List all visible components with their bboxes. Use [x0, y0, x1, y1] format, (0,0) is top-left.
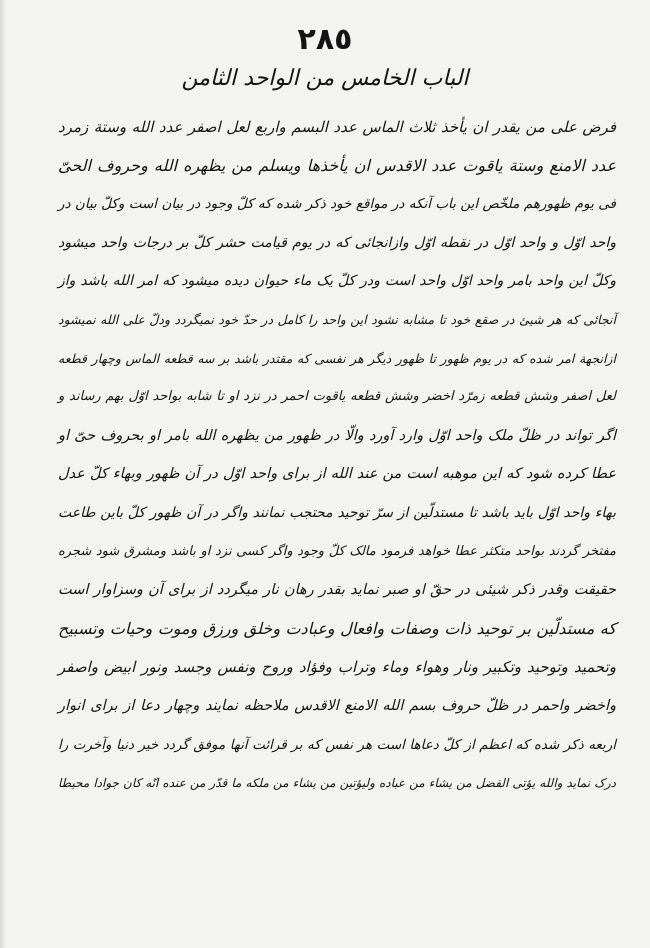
- text-line: درک نماید والله یؤتی الفضل من یشاء من عباده ولیؤتین من یشاء من ملکه ما قدّر من عنده انّه کان جوادا محیطا: [58, 776, 616, 791]
- text-line: وتحمید وتوحید وتکبیر ونار وهواء وماء وتراب وفؤاد وروح ونفس وجسد ونور ابیض واصفر: [58, 658, 616, 677]
- text-line: حقیقت وقدر ذکر شیئی در حقّ او صبر نماید بقدر رهان نار میگردد از برای آن وسزاوار است: [58, 582, 616, 599]
- text-line: اربعه ذکر شده که اعظم از کلّ دعاها است هر نفس که بر قرائت آنها موفق گردد خیر دنیا وآخرت را: [58, 736, 616, 753]
- body-text: [58, 108, 616, 803]
- text-line: ازانجهة امر شده که در یوم ظهور تا ظهور دیگر هر نفسی که مقتدر باشد بر سه قطعه الماس وچهار قطعه: [58, 350, 616, 366]
- text-line: لعل اصفر وشش قطعه زمرّد اخضر وشش قطعه یاقوت احمر در نزد او تا شابه بواحد اوّل بهم رساند و: [58, 389, 616, 405]
- text-line: که مستدلّین بر توحید ذات وصفات وافعال وعبادت وخلق ورزق وموت وحیات وتسبیح: [58, 618, 616, 638]
- text-line: آنجائی که هر شیئ در صقع خود تا مشابه نشود این واحد را کامل در حدّ خود نمیگردد ودلّ علی الله نمیشود: [58, 311, 616, 327]
- scan-edge: [0, 0, 6, 948]
- text-line: عدد الامنع وستة یاقوت عدد الاقدس ان یأخذها ویسلم من یظهره الله وحروف الحیّ: [58, 155, 616, 175]
- text-line: اگر تواند در ظلّ ملک واحد اوّل وارد آورد والّا در ظهور من یظهره الله بامر او بحروف حیّ او: [58, 427, 616, 444]
- text-line: فرض علی من یقدر ان یأخذ ثلاث الماس عدد البسم واربع لعل اصفر عدد الله وستة زمرد: [58, 118, 616, 136]
- text-line: وکلّ این واحد بامر واحد اوّل واحد است ودر کلّ یک ماء حیوان دیده میشود که امر الله باشد واز: [58, 273, 616, 290]
- text-line: مفتخر گردند بواحد متکثر عطا خواهد فرمود مالک کلّ وجود واگر کسی نزد او باشد ومشرق شود شجره: [58, 543, 616, 559]
- text-line: فی یوم ظهورهم ملخّص این باب آنکه در مواقع خود ذکر شده که کلّ وجود در بیان است وکلّ بیان در: [58, 196, 616, 213]
- text-line: بهاء واحد اوّل باید باشد تا مستدلّین از سرّ توحید محتجب نمانند واگر در آن ظهور کلّ باین طاعت: [58, 504, 616, 521]
- text-line: واخضر واحمر در ظلّ حروف بسم الله الامنع الاقدس ملاحظه نمایند وچهار دعا از برای انوار: [58, 697, 616, 714]
- page-number: ٢٨٥: [297, 22, 353, 57]
- chapter-title: الباب الخامس من الواحد الثامن: [181, 66, 469, 91]
- text-line: عطا کرده شود که این موهبه است من عند الله از برای واحد اوّل در آن ظهور وبهاء کلّ عدل: [58, 466, 616, 483]
- text-line: واحد اوّل و واحد اوّل در نقطه اوّل وازانجائی که در یوم قیامت حشر کلّ بر درجات واحد میشود: [58, 234, 616, 251]
